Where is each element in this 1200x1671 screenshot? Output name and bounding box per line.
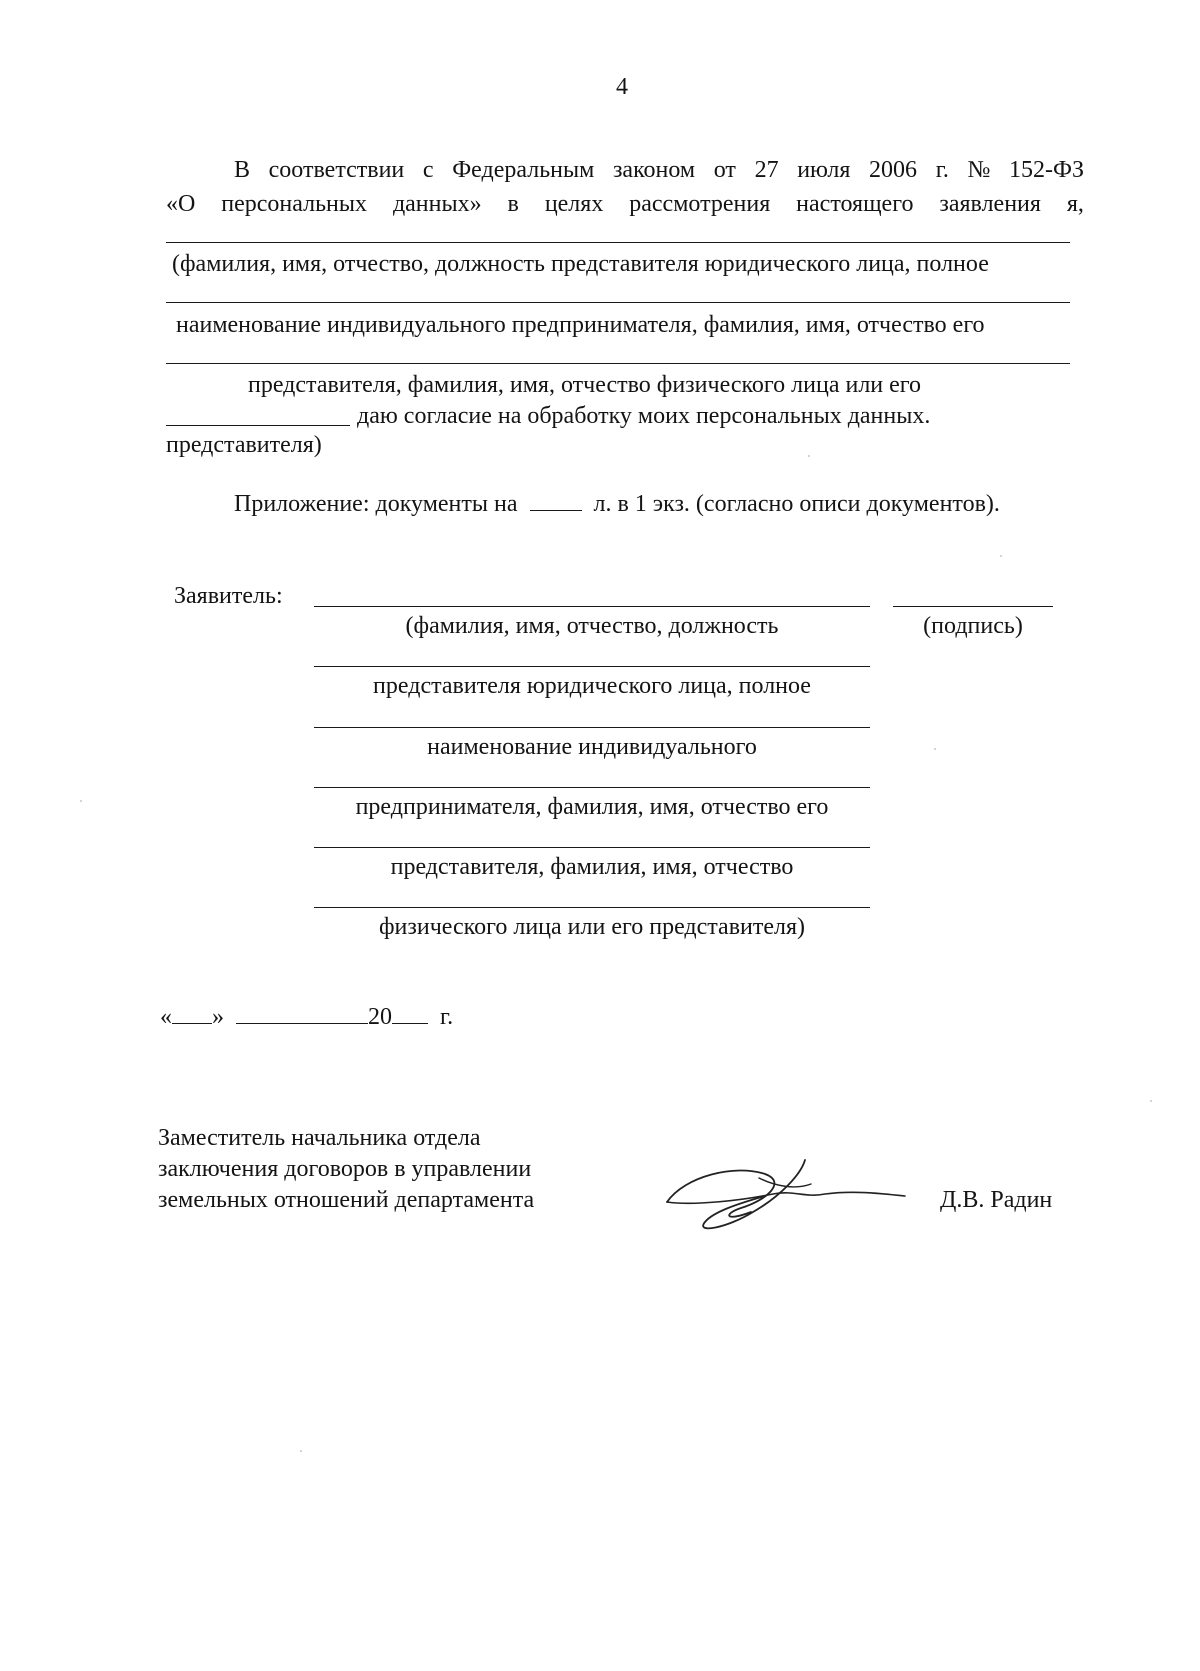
applicant-name-line-6[interactable]	[314, 907, 870, 908]
paragraph-word: с	[422, 157, 434, 183]
fill-hint-2: наименование индивидуального предпринимателя, фамилия, имя, отчество его	[176, 312, 985, 338]
official-position-line-2: заключения договоров в управлении	[158, 1156, 532, 1182]
applicant-label: Заявитель:	[174, 583, 283, 609]
paragraph-word: Федеральным	[452, 157, 595, 183]
scan-speckle	[934, 748, 936, 750]
paragraph-word: В	[234, 157, 251, 183]
date-year-prefix: 20	[368, 1004, 392, 1030]
paragraph-word: я,	[1066, 191, 1084, 217]
applicant-signature-line[interactable]	[893, 606, 1053, 607]
attachment-suffix: л. в 1 экз. (согласно описи документов).	[593, 491, 1000, 517]
paragraph-word: данных»	[392, 191, 482, 217]
applicant-hint-2: представителя юридического лица, полное	[373, 673, 811, 699]
consent-blank-line[interactable]	[166, 425, 350, 426]
applicant-hint-5: представителя, фамилия, имя, отчество	[390, 854, 794, 880]
paragraph-word: персональных	[221, 191, 368, 217]
attachment-prefix: Приложение: документы на	[234, 491, 518, 517]
applicant-hint-4: предпринимателя, фамилия, имя, отчество его	[355, 794, 829, 820]
paragraph-word: заявления	[939, 191, 1041, 217]
paragraph-word: №	[967, 157, 991, 183]
paragraph-word: законом	[612, 157, 696, 183]
paragraph-word: 2006	[869, 157, 918, 183]
official-position-line-1: Заместитель начальника отдела	[158, 1125, 481, 1151]
fill-line-2[interactable]	[166, 302, 1070, 303]
scan-speckle	[300, 1450, 302, 1452]
date-open-quote: «	[160, 1004, 172, 1030]
applicant-name-line-1[interactable]	[314, 606, 870, 607]
paragraph-word: 152-ФЗ	[1009, 157, 1084, 183]
paragraph-line-2	[166, 192, 1084, 216]
date-line	[160, 1005, 453, 1029]
paragraph-word: «О	[166, 191, 196, 217]
fill-hint-1: (фамилия, имя, отчество, должность представителя юридического лица, полное	[172, 251, 989, 277]
paragraph-word: г.	[935, 157, 949, 183]
fill-line-1[interactable]	[166, 242, 1070, 243]
consent-text: даю согласие на обработку моих персональных данных.	[357, 403, 931, 429]
paragraph-word: рассмотрения	[629, 191, 771, 217]
applicant-name-line-4[interactable]	[314, 787, 870, 788]
applicant-name-line-2[interactable]	[314, 666, 870, 667]
attachment-line	[234, 492, 1000, 516]
scan-speckle	[80, 800, 82, 802]
applicant-hint-1: (фамилия, имя, отчество, должность	[405, 613, 779, 639]
fill-line-3[interactable]	[166, 363, 1070, 364]
applicant-hint-3: наименование индивидуального	[427, 734, 757, 760]
scan-speckle	[1000, 555, 1002, 557]
applicant-name-line-5[interactable]	[314, 847, 870, 848]
applicant-signature-hint: (подпись)	[923, 613, 1023, 639]
handwritten-signature	[655, 1150, 915, 1240]
date-year-suffix: г.	[440, 1004, 454, 1030]
fill-hint-3: представителя, фамилия, имя, отчество физического лица или его	[248, 372, 922, 398]
scan-speckle	[1150, 1100, 1152, 1102]
paragraph-word: в	[507, 191, 519, 217]
attachment-pages-blank[interactable]	[530, 492, 582, 511]
date-year-blank[interactable]	[392, 1005, 428, 1024]
date-close-quote: »	[212, 1004, 224, 1030]
applicant-name-line-3[interactable]	[314, 727, 870, 728]
paragraph-word: соответствии	[268, 157, 405, 183]
paragraph-word: 27	[754, 157, 779, 183]
date-day-blank[interactable]	[172, 1005, 212, 1024]
date-month-blank[interactable]	[236, 1005, 368, 1024]
official-position-line-3: земельных отношений департамента	[158, 1187, 535, 1213]
page-number: 4	[616, 74, 628, 100]
paragraph-word: июля	[797, 157, 851, 183]
fill-hint-4: представителя)	[166, 432, 322, 458]
paragraph-word: от	[713, 157, 736, 183]
paragraph-word: настоящего	[796, 191, 914, 217]
official-name: Д.В. Радин	[940, 1187, 1053, 1213]
scan-speckle	[808, 455, 810, 457]
paragraph-line-1	[234, 158, 1084, 182]
applicant-hint-6: физического лица или его представителя)	[378, 914, 806, 940]
paragraph-word: целях	[544, 191, 604, 217]
